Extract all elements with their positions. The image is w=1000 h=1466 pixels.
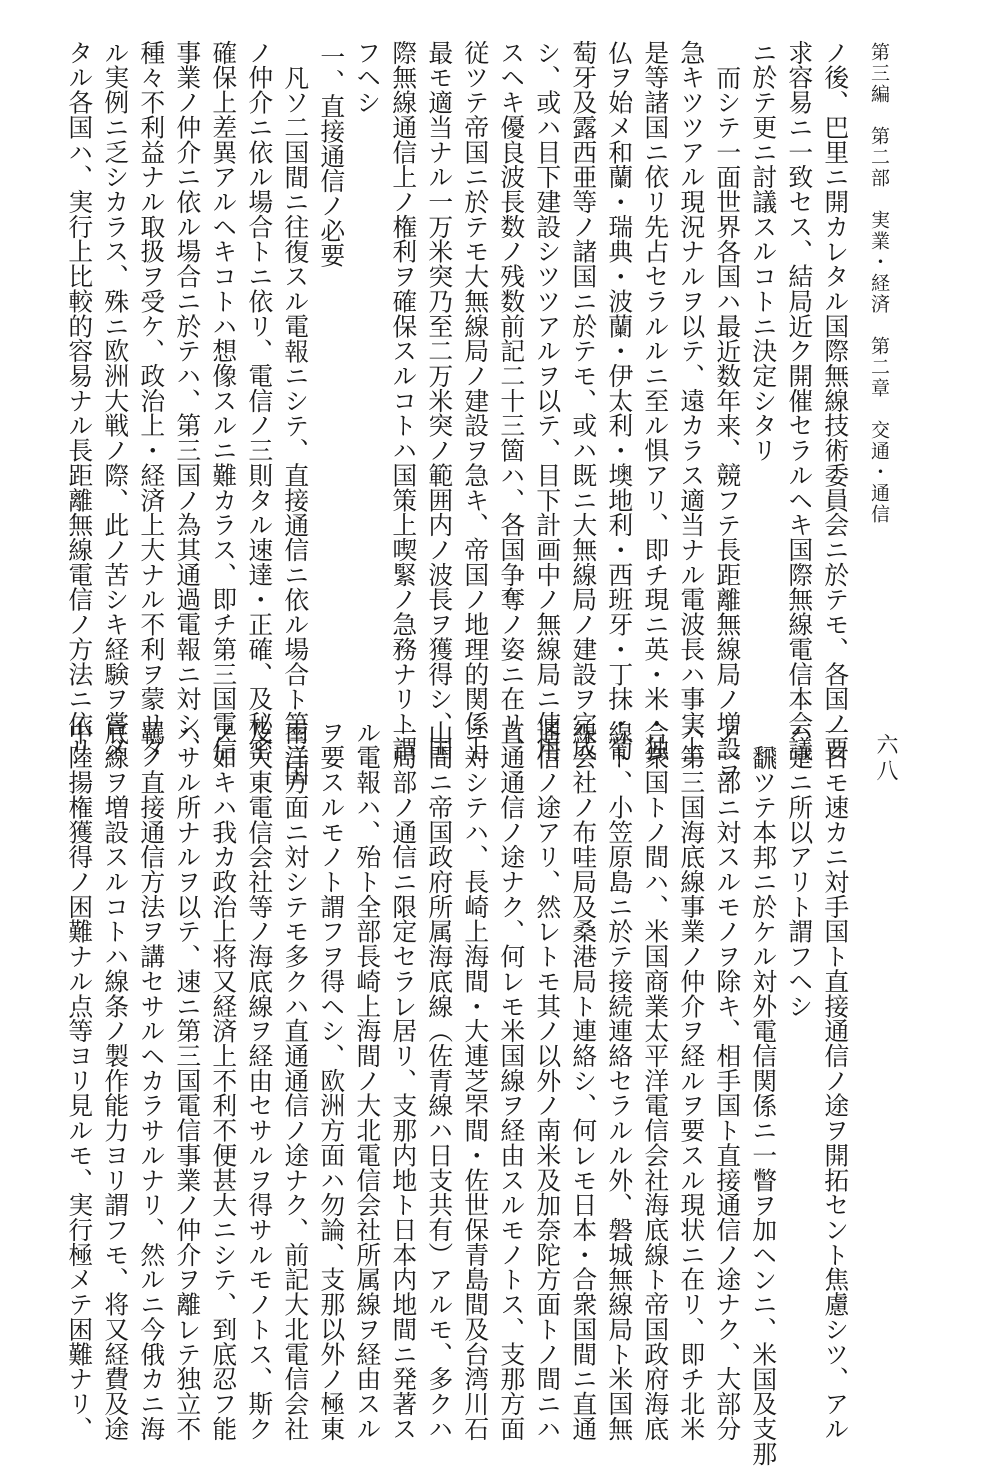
text-line: 飜ツテ本邦ニ於ケル対外電信関係ニ一瞥ヲ加ヘンニ、米国及支那 (748, 745, 778, 1466)
text-line: ル実例ニ乏シカラス、殊ニ欧洲大戦ノ際、此ノ苦シキ経験ヲ嘗メ (100, 40, 130, 761)
text-line: 及大東電信会社等ノ海底線ヲ経由セサルヲ得サルモノトス、斯ク (244, 720, 274, 1441)
text-line: ノ仲介ニ依ル場合トニ依リ、電信ノ三則タル速達・正確、及秘密 (244, 40, 274, 761)
text-line: スヘキ優良波長数ノ残数前記二十三箇ハ、各国争奪ノ姿ニ在リ、 (496, 40, 526, 761)
text-line: 従ツテ帝国ニ於テモ大無線局ノ建設ヲ急キ、帝国ノ地理的関係上 (460, 40, 490, 761)
text-line: 種々不利益ナル取扱ヲ受ケ、政治上・経済上大ナル不利ヲ蒙リタ (136, 40, 166, 761)
text-line: シ、或ハ目下建設シツツアルヲ以テ、目下計画中ノ無線局ニ使用 (532, 40, 562, 761)
text-line: ハ寔ニ所以アリト謂フヘシ (784, 720, 814, 1019)
text-line: 底線ヲ増設スルコトハ線条ノ製作能力ヨリ謂フモ、将又経費及途 (100, 720, 130, 1441)
text-line: 是等諸国ニ依リ先占セラルルニ至ル惧アリ、即チ現ニ英・米・独 (640, 40, 670, 761)
text-line: 羈ノ直接通信方法ヲ講セサルヘカラサルナリ、然ルニ今俄カニ海 (136, 720, 166, 1441)
page-number: 六八 (873, 733, 898, 785)
text-line: 求容易ニ一致セス、結局近ク開催セラルヘキ国際無線電信本会議 (784, 40, 814, 761)
text-line: 南洋方面ニ対シテモ多クハ直通通信ノ途ナク、前記大北電信会社 (280, 720, 310, 1441)
text-line: 萄牙及露西亜等ノ諸国ニ於テモ、或ハ既ニ大無線局ノ建設ヲ完成 (568, 40, 598, 761)
text-line: 中陸揚権獲得ノ困難ナル点等ヨリ見ルモ、実行極メテ困難ナリ、 (64, 720, 94, 1441)
text-line: 直通通信ノ途ナク、何レモ米国線ヲ経由スルモノトス、支那方面 (496, 720, 526, 1441)
section-heading: 一、直接通信ノ必要 (316, 44, 346, 268)
text-line: フヘシ (352, 40, 382, 115)
text-line: 一日モ速カニ対手国ト直接通信ノ途ヲ開拓セント焦慮シツ、アル (820, 720, 850, 1441)
text-line: 際無線通信上ノ権利ヲ確保スルコトハ国策上喫緊ノ急務ナリト謂 (388, 40, 418, 761)
text-line: ハ第三国海底線事業ノ仲介ヲ経ルヲ要スル現状ニ在リ、即チ北米 (676, 720, 706, 1441)
text-line: ニ於テ更ニ討議スルコトニ決定シタリ (748, 40, 778, 463)
text-line: 確保上差異アルヘキコトハ想像スルニ難カラス、即チ第三国電信 (208, 40, 238, 761)
text-line: ノ一部ニ対スルモノヲ除キ、相手国ト直接通信ノ途ナク、大部分 (712, 720, 742, 1441)
text-line: 線会社ノ布哇局及桑港局ト連絡シ、何レモ日本・合衆国間ニ直通 (568, 720, 598, 1441)
text-line: 凡ソ二国間ニ往復スル電報ニシテ、直接通信ニ依ル場合ト第三国 (280, 65, 310, 786)
text-line: 山間ニ帝国政府所属海底線（佐青線ハ日支共有）アルモ、多クハ (424, 720, 454, 1441)
text-line: ノ如キハ我カ政治上将又経済上不利不便甚大ニシテ、到底忍フ能 (208, 720, 238, 1441)
text-line: 最モ適当ナル一万米突乃至二万米突ノ範囲内ノ波長ヲ獲得シ、国 (424, 40, 454, 761)
text-line: 事業ノ仲介ニ依ル場合ニ於テハ、第三国ノ為其通過電報ニ対シ、 (172, 40, 202, 761)
running-header: 第三編 第二部 実業・経済 第二章 交通・通信 (868, 42, 890, 525)
text-line: ノ後、巴里ニ開カレタル国際無線技術委員会ニ於テモ、各国ノ要 (820, 40, 850, 761)
text-line: タル各国ハ、実行上比較的容易ナル長距離無線電信ノ方法ニ依リ (64, 40, 94, 761)
text-line: 一局部ノ通信ニ限定セラレ居リ、支那内地ト日本内地間ニ発著ス (388, 720, 418, 1441)
text-line: ル電報ハ、殆ト全部長崎上海間ノ大北電信会社所属線ヲ経由スル (352, 720, 382, 1441)
text-line: 仏ヲ始メ和蘭・瑞典・波蘭・伊太利・墺地利・西班牙・丁抹・葡 (604, 40, 634, 761)
text-line: ヲ要スルモノト謂フヲ得ヘシ、欧洲方面ハ勿論、支那以外ノ極東 (316, 720, 346, 1441)
text-line: 而シテ一面世界各国ハ最近数年来、競フテ長距離無線局ノ増設ヲ (712, 65, 742, 786)
text-line: 線ト、小笠原島ニ於テ接続連絡セラルル外、磐城無線局ト米国無 (604, 720, 634, 1441)
text-line: ハサル所ナルヲ以テ、速ニ第三国電信事業ノ仲介ヲ離レテ独立不 (172, 720, 202, 1441)
text-line: ニ対シテハ、長崎上海間・大連芝罘間・佐世保青島間及台湾川石 (460, 720, 490, 1441)
text-line: 通信ノ途アリ、然レトモ其ノ以外ノ南米及加奈陀方面トノ間ニハ (532, 720, 562, 1441)
text-line: 急キツツアル現況ナルヲ以テ、遠カラス適当ナル電波長ハ事実上 (676, 40, 706, 761)
text-line: 合衆国トノ間ハ、米国商業太平洋電信会社海底線ト帝国政府海底 (640, 720, 670, 1441)
